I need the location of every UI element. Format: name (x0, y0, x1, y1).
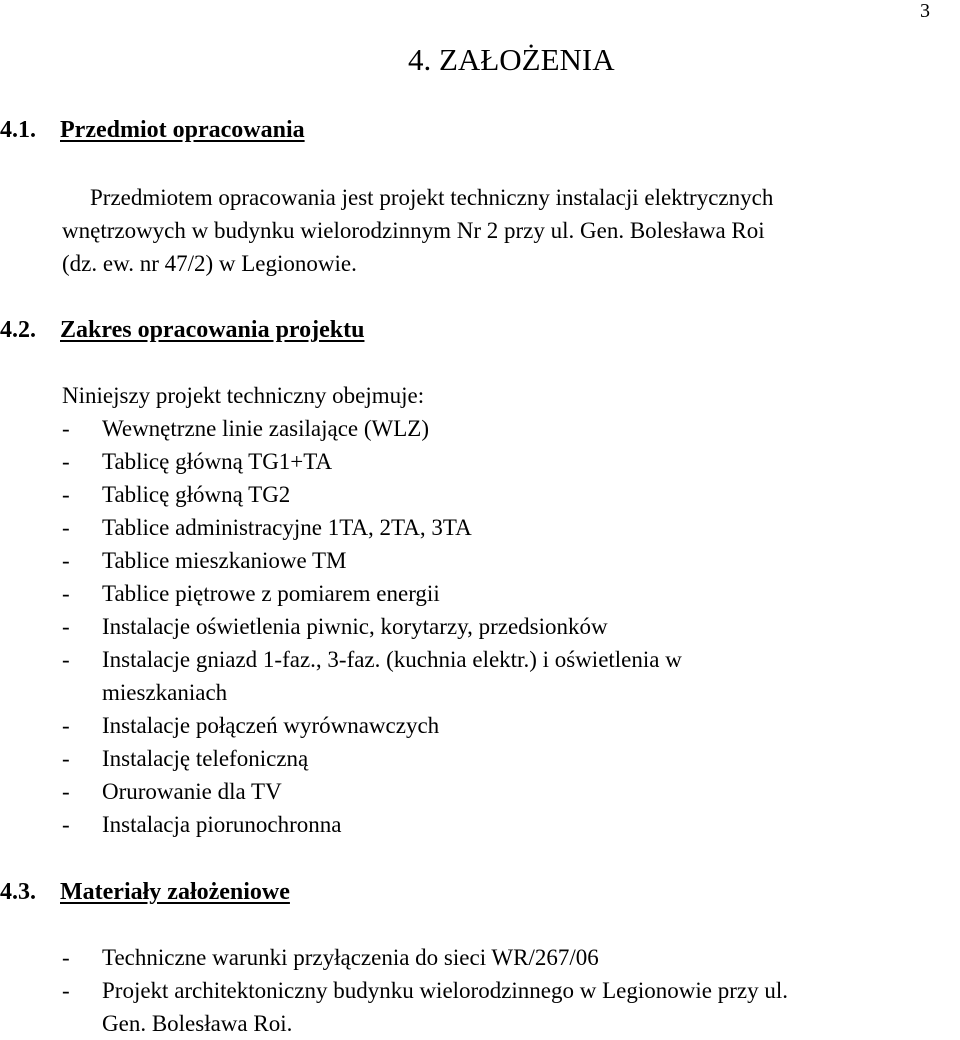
list-item: - Instalacja piorunochronna (62, 812, 342, 837)
section-number: 4.1. (0, 117, 36, 143)
paragraph-line: Przedmiotem opracowania jest projekt techniczny instalacji elektrycznych (90, 185, 774, 210)
list-item-continuation: Gen. Bolesława Roi. (102, 1011, 293, 1036)
list-item: - Tablice piętrowe z pomiarem energii (62, 581, 440, 606)
list-item: - Instalacje gniazd 1-faz., 3-faz. (kuchnia elektr.) i oświetlenia w mieszkaniach (62, 643, 682, 709)
page-number: 3 (920, 0, 930, 22)
list-item: - Wewnętrzne linie zasilające (WLZ) (62, 416, 429, 441)
section-title: Materiały założeniowe (60, 879, 290, 905)
section-number: 4.3. (0, 879, 36, 905)
paragraph-line: (dz. ew. nr 47/2) w Legionowie. (62, 251, 357, 276)
list-item: - Tablicę główną TG2 (62, 482, 291, 507)
section-heading-4-2 (0, 314, 364, 346)
list-item: - Techniczne warunki przyłączenia do sieci WR/267/06 (62, 945, 599, 970)
section-intro: Niniejszy projekt techniczny obejmuje: (62, 383, 425, 408)
section-title: Zakres opracowania projektu (60, 317, 365, 343)
list-item: - Instalacje oświetlenia piwnic, korytarzy, przedsionków (62, 614, 608, 639)
list-item: - Instalacje połączeń wyrównawczych (62, 713, 440, 738)
list-item: - Instalację telefoniczną (62, 746, 309, 771)
section-heading-4-3 (0, 876, 290, 908)
list-item: - Projekt architektoniczny budynku wielorodzinnego w Legionowie przy ul. Gen. Bolesława Roi. (62, 974, 788, 1040)
section-heading-4-1 (0, 114, 305, 146)
paragraph-line: wnętrzowych w budynku wielorodzinnym Nr 2 przy ul. Gen. Bolesława Roi (62, 218, 765, 243)
scope-list (62, 412, 682, 841)
list-item: - Orurowanie dla TV (62, 779, 282, 804)
list-item-continuation: mieszkaniach (102, 680, 228, 705)
materials-list (62, 941, 788, 1040)
list-item: - Tablicę główną TG1+TA (62, 449, 333, 474)
list-item: - Tablice mieszkaniowe TM (62, 548, 347, 573)
list-item: - Tablice administracyjne 1TA, 2TA, 3TA (62, 515, 472, 540)
chapter-title: 4. ZAŁOŻENIA (408, 42, 615, 77)
section-number: 4.2. (0, 317, 36, 343)
section-title: Przedmiot opracowania (60, 117, 305, 143)
